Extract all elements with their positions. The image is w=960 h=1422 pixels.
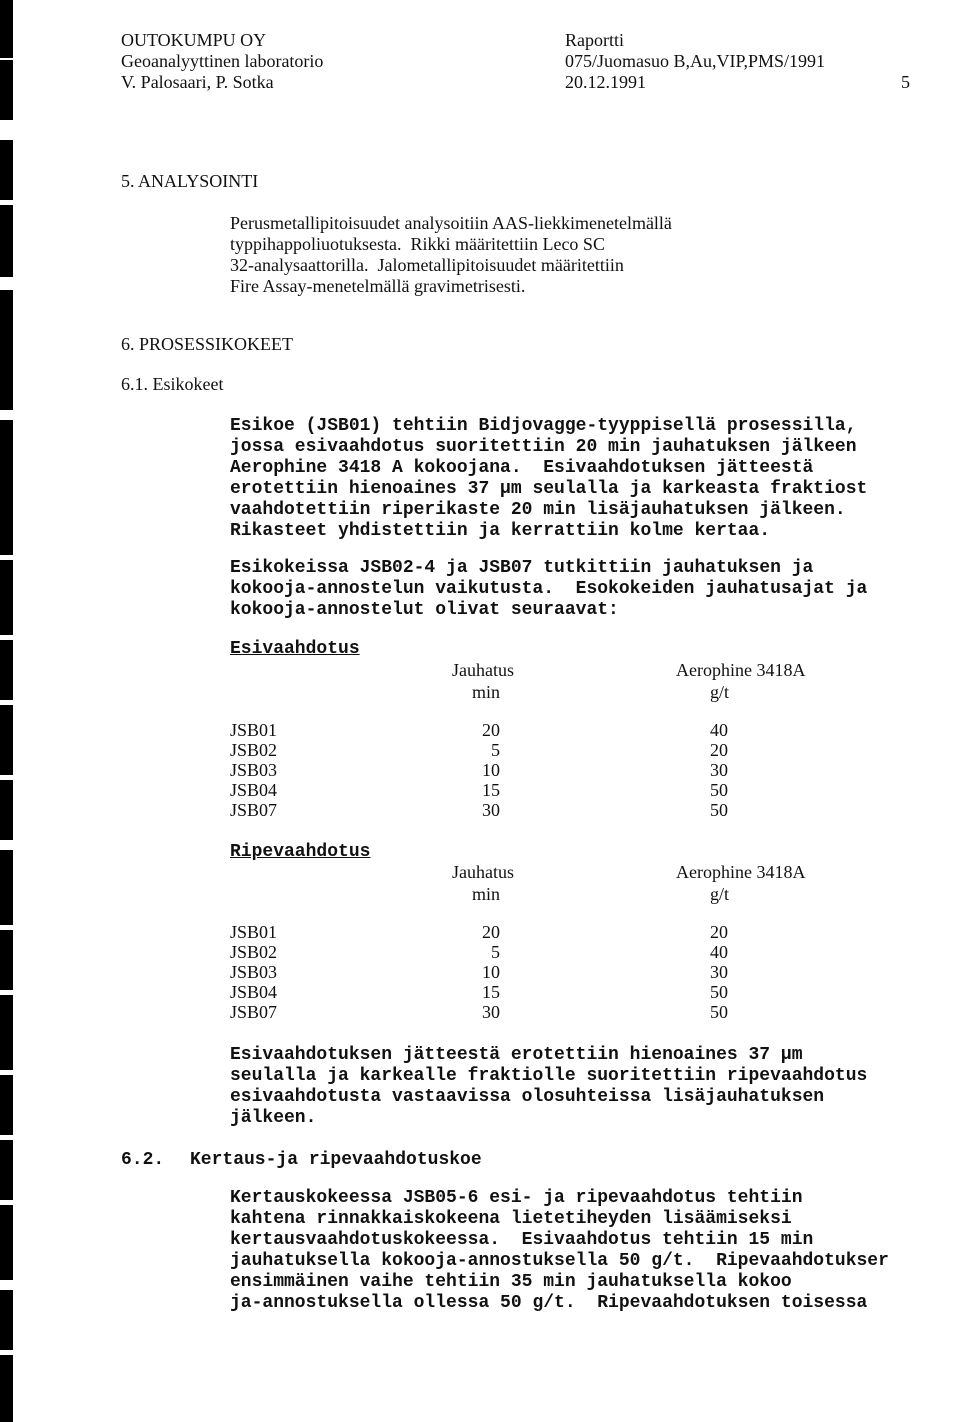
section-6-heading: 6. PROSESSIKOKEET (121, 334, 294, 354)
table-cell-aerophine: 50 (710, 800, 728, 820)
binder-mark (0, 290, 13, 350)
paragraph-esikoe (230, 416, 867, 542)
table-cell-aerophine: 50 (710, 780, 728, 800)
table-ripevaahdotus-jauhatus (476, 922, 500, 1022)
binder-mark (0, 495, 13, 555)
subsection-6-2-heading: Kertaus-ja ripevaahdotuskoe (190, 1150, 482, 1170)
col-unit-gt: g/t (710, 884, 730, 904)
binder-mark (0, 60, 13, 120)
text-line: kokooja-annostelun vaikutusta. Esokokeiden jauhatusajat ja (230, 579, 868, 599)
binder-mark (0, 1140, 13, 1200)
binder-mark (0, 930, 13, 990)
binder-mark (0, 640, 13, 700)
text-line: erotettiin hienoaines 37 µm seulalla ja karkeasta fraktiost (230, 479, 868, 499)
company-name: OUTOKUMPU OY (121, 30, 267, 50)
table-cell-id: JSB02 (230, 942, 278, 962)
binder-mark (0, 1290, 13, 1350)
binder-mark (0, 1075, 13, 1135)
table-esivaahdotus-title: Esivaahdotus (230, 639, 360, 659)
table-cell-id: JSB07 (230, 1002, 278, 1022)
text-line: Aerophine 3418 A kokoojana. Esivaahdotuksen jätteestä (230, 458, 814, 478)
text-line: kertausvaahdotuskokeessa. Esivaahdotus tehtiin 15 min (230, 1230, 814, 1250)
table-esivaahdotus-ids (230, 720, 277, 820)
table-cell-aerophine: 20 (710, 740, 728, 760)
text-line: seulalla ja karkealle fraktiolle suoritettiin ripevaahdotus (230, 1066, 868, 1086)
col-header-aerophine: Aerophine 3418A (676, 660, 806, 680)
text-line: typpihappoliuotuksesta. Rikki määritettiin Leco SC (230, 234, 605, 254)
text-line: Esivaahdotuksen jätteestä erotettiin hienoaines 37 µm (230, 1045, 803, 1065)
table-cell-id: JSB01 (230, 922, 278, 942)
header-right (565, 30, 825, 93)
col-unit-gt: g/t (710, 682, 730, 702)
col-header-jauhatus: Jauhatus (452, 862, 514, 882)
header-left (121, 30, 323, 93)
text-line: Esikoe (JSB01) tehtiin Bidjovagge-tyyppisellä prosessilla, (230, 416, 857, 436)
binder-mark (0, 560, 13, 635)
binder-mark (0, 1355, 13, 1422)
binder-mark (0, 350, 13, 410)
text-line: Fire Assay-menetelmällä gravimetrisesti. (230, 276, 526, 296)
table-ripevaahdotus-title: Ripevaahdotus (230, 842, 371, 862)
table-esivaahdotus-jauhatus (476, 720, 500, 820)
table-cell-aerophine: 20 (710, 922, 728, 942)
text-line: jauhatuksella kokooja-annostuksella 50 g/t. Ripevaahdotukser (230, 1251, 889, 1271)
section-5-text (230, 213, 672, 297)
text-line: ja-annostuksella ollessa 50 g/t. Ripevaahdotuksen toisessa (230, 1293, 868, 1313)
table-cell-aerophine: 40 (710, 720, 728, 740)
authors: V. Palosaari, P. Sotka (121, 72, 274, 92)
table-cell-aerophine: 50 (710, 982, 728, 1002)
report-date: 20.12.1991 (565, 72, 646, 92)
binder-mark (0, 705, 13, 775)
table-cell-jauhatus: 5 (491, 740, 500, 760)
text-line: jälkeen. (230, 1108, 317, 1128)
paragraph-hienoaines (230, 1045, 867, 1129)
table-cell-jauhatus: 30 (482, 1002, 500, 1022)
col-unit-min: min (472, 884, 501, 904)
col-header-aerophine: Aerophine 3418A (676, 862, 806, 882)
binder-mark (0, 205, 13, 277)
page-number: 5 (901, 72, 910, 92)
table-cell-aerophine: 30 (710, 962, 728, 982)
table-cell-jauhatus: 20 (482, 720, 500, 740)
binder-mark (0, 0, 13, 58)
table-cell-jauhatus: 10 (482, 962, 500, 982)
text-line: vaahdotettiin riperikaste 20 min lisäjauhatuksen jälkeen. (230, 500, 846, 520)
text-line: Perusmetallipitoisuudet analysoitiin AAS-liekkimenetelmällä (230, 213, 672, 233)
report-id: 075/Juomasuo B,Au,VIP,PMS/1991 (565, 51, 826, 71)
table-cell-id: JSB02 (230, 740, 278, 760)
binder-mark (0, 140, 13, 200)
table-cell-aerophine: 50 (710, 1002, 728, 1022)
department: Geoanalyyttinen laboratorio (121, 51, 324, 71)
text-line: ensimmäinen vaihe tehtiin 35 min jauhatuksella kokoo (230, 1272, 792, 1292)
paragraph-kertauskoe (230, 1188, 889, 1314)
table-cell-aerophine: 30 (710, 760, 728, 780)
text-line: Esikokeissa JSB02-4 ja JSB07 tutkittiin jauhatuksen ja (230, 558, 814, 578)
subsection-6-1-heading: 6.1. Esikokeet (121, 374, 224, 394)
table-cell-id: JSB04 (230, 780, 278, 800)
report-label: Raportti (565, 30, 624, 50)
binder-mark (0, 995, 13, 1070)
binder-mark (0, 780, 13, 840)
table-cell-jauhatus: 20 (482, 922, 500, 942)
binder-mark (0, 850, 13, 925)
paragraph-esikokeissa (230, 558, 867, 621)
text-line: Kertauskokeessa JSB05-6 esi- ja ripevaahdotus tehtiin (230, 1188, 803, 1208)
table-cell-id: JSB03 (230, 760, 278, 780)
table-cell-jauhatus: 5 (491, 942, 500, 962)
text-line: jossa esivaahdotus suoritettiin 20 min jauhatuksen jälkeen (230, 437, 857, 457)
table-esivaahdotus-aerophine (710, 720, 728, 820)
table-cell-id: JSB07 (230, 800, 278, 820)
text-line: 32-analysaattorilla. Jalometallipitoisuudet määritettiin (230, 255, 624, 275)
table-ripevaahdotus-aerophine (710, 922, 728, 1022)
table-cell-jauhatus: 15 (482, 780, 500, 800)
table-ripevaahdotus-ids (230, 922, 277, 1022)
table-cell-id: JSB04 (230, 982, 278, 1002)
table-cell-aerophine: 40 (710, 942, 728, 962)
subsection-6-2-number: 6.2. (121, 1150, 165, 1170)
table-cell-id: JSB01 (230, 720, 278, 740)
table-cell-jauhatus: 10 (482, 760, 500, 780)
text-line: Rikasteet yhdistettiin ja kerrattiin kolme kertaa. (230, 521, 771, 541)
table-cell-jauhatus: 30 (482, 800, 500, 820)
col-header-jauhatus: Jauhatus (452, 660, 514, 680)
text-line: kokooja-annostelut olivat seuraavat: (230, 600, 619, 620)
table-cell-jauhatus: 15 (482, 982, 500, 1002)
binder-mark (0, 1205, 13, 1280)
text-line: esivaahdotusta vastaavissa olosuhteissa lisäjauhatuksen (230, 1087, 825, 1107)
table-cell-id: JSB03 (230, 962, 278, 982)
col-unit-min: min (472, 682, 501, 702)
section-5-heading: 5. ANALYSOINTI (121, 171, 259, 191)
binder-mark (0, 420, 13, 495)
text-line: kahtena rinnakkaiskokeena lietetiheyden lisäämiseksi (230, 1209, 792, 1229)
